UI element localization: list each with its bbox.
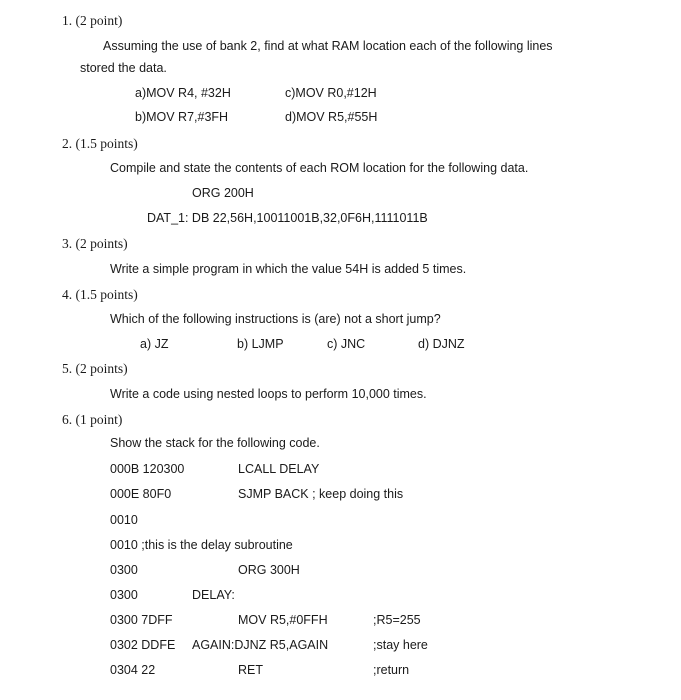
q4-header: 4. (1.5 points)	[62, 287, 138, 302]
q2-org: ORG 200H	[192, 186, 254, 200]
q1-text-line1: Assuming the use of bank 2, find at what RAM location each of the following lines	[103, 39, 553, 53]
q6-text: Show the stack for the following code.	[110, 436, 320, 450]
q4-option-d: d) DJNZ	[418, 337, 465, 351]
code-row-5-instr: ORG 300H	[238, 563, 300, 577]
code-row-7-comment: ;R5=255	[373, 613, 421, 627]
code-row-9-instr: RET	[238, 663, 263, 677]
code-row-1-instr: LCALL DELAY	[238, 462, 320, 476]
code-row-2-addr: 000E 80F0	[110, 487, 172, 501]
code-row-8-comment: ;stay here	[373, 638, 428, 652]
code-row-9-comment: ;return	[373, 663, 410, 677]
q5-text: Write a code using nested loops to perform 10,000 times.	[110, 387, 427, 401]
code-row-4-addr: 0010 ;this is the delay subroutine	[110, 538, 293, 552]
q4-option-a: a) JZ	[140, 337, 169, 351]
code-row-7-instr: MOV R5,#0FFH	[238, 613, 328, 627]
q1-option-a: a)MOV R4, #32H	[135, 86, 231, 100]
code-row-2-instr: SJMP BACK ; keep doing this	[238, 487, 404, 501]
code-row-5-addr: 0300	[110, 563, 138, 577]
code-row-3-addr: 0010	[110, 513, 138, 527]
code-row-6-label: DELAY:	[192, 588, 235, 602]
q1-option-d: d)MOV R5,#55H	[285, 110, 378, 124]
code-row-1-addr: 000B 120300	[110, 462, 185, 476]
code-row-6-addr: 0300	[110, 588, 138, 602]
q5-header: 5. (2 points)	[62, 361, 128, 376]
q1-text-line2: stored the data.	[80, 61, 167, 75]
code-row-8-label: AGAIN:DJNZ R5,AGAIN	[192, 638, 329, 652]
q1-option-b: b)MOV R7,#3FH	[135, 110, 229, 124]
q2-dat: DAT_1: DB 22,56H,10011001B,32,0F6H,1111011B	[147, 211, 428, 225]
q4-option-c: c) JNC	[327, 337, 366, 351]
q6-header: 6. (1 point)	[62, 412, 123, 427]
q1-header: 1. (2 point)	[62, 13, 123, 28]
q2-header: 2. (1.5 points)	[62, 136, 138, 151]
q3-header: 3. (2 points)	[62, 236, 128, 251]
q4-text: Which of the following instructions is (are) not a short jump?	[110, 312, 441, 326]
q4-option-b: b) LJMP	[237, 337, 284, 351]
q1-option-c: c)MOV R0,#12H	[285, 86, 377, 100]
code-row-7-addr: 0300 7DFF	[110, 613, 173, 627]
code-row-8-addr: 0302 DDFE	[110, 638, 176, 652]
q2-text: Compile and state the contents of each ROM location for the following data.	[110, 161, 529, 175]
code-row-9-addr: 0304 22	[110, 663, 156, 677]
q3-text: Write a simple program in which the value 54H is added 5 times.	[110, 262, 467, 276]
